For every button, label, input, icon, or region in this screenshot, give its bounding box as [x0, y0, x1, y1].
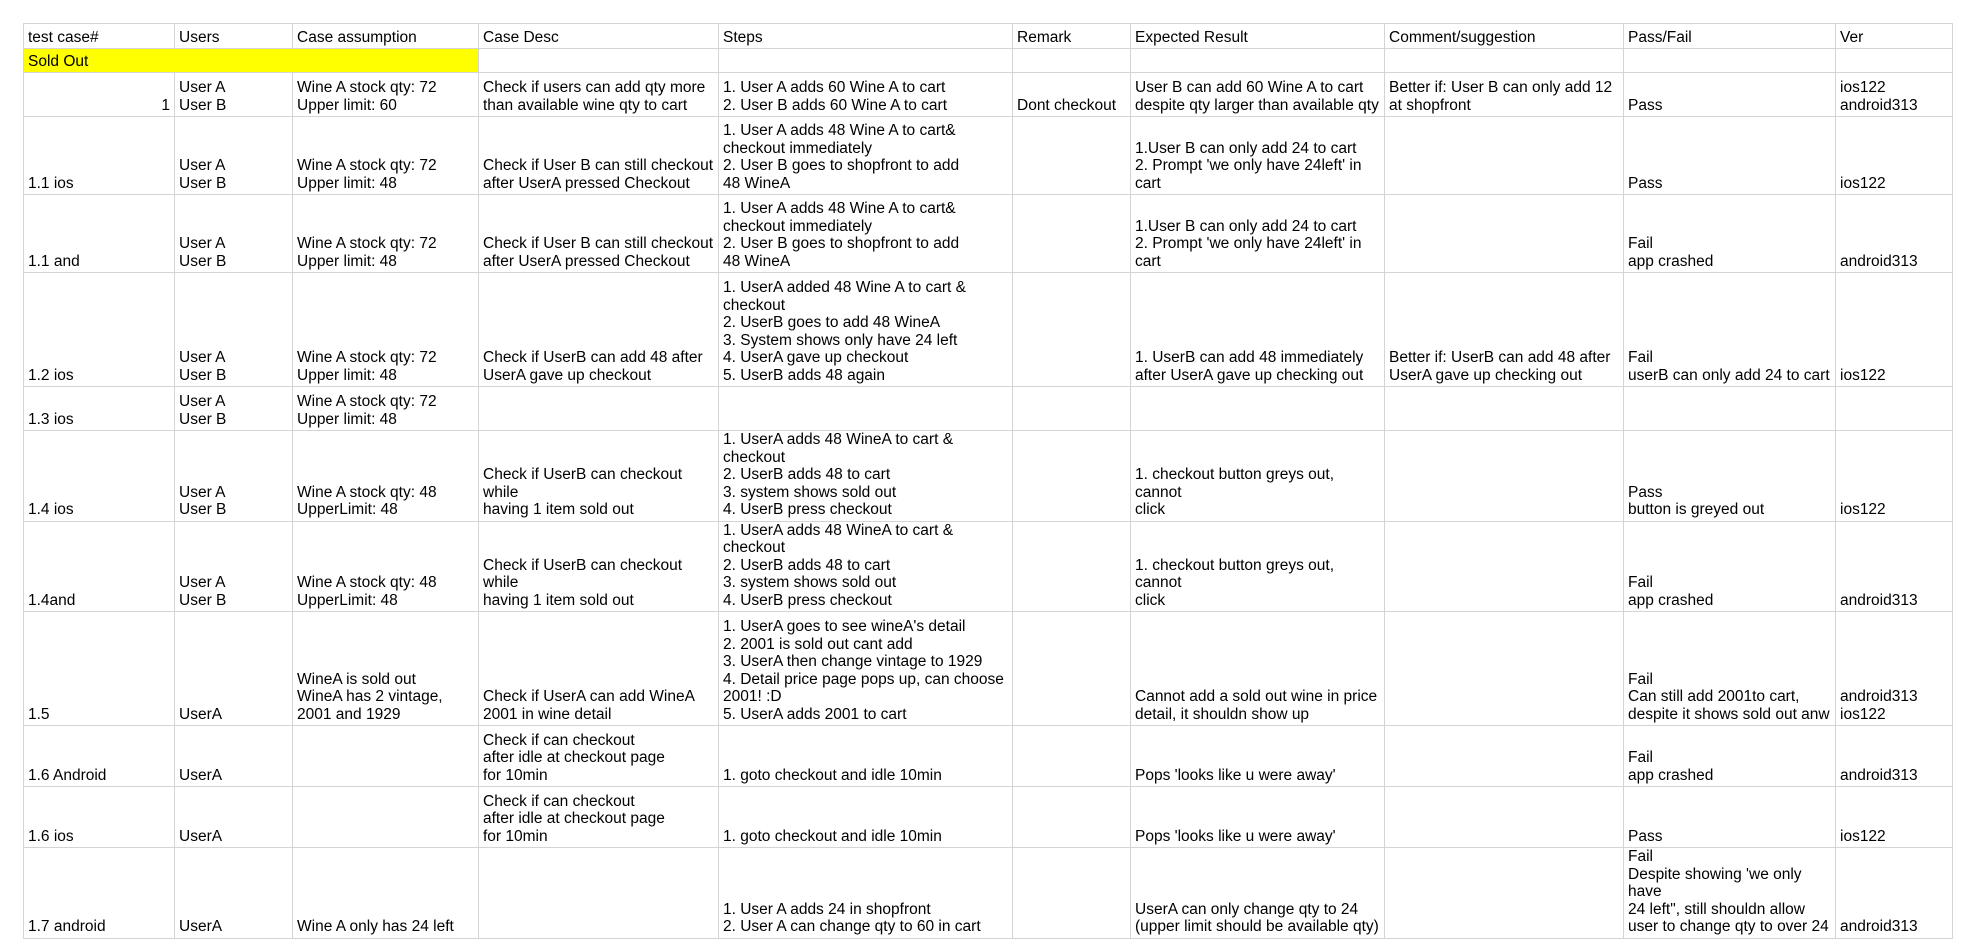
- ver-cell[interactable]: android313: [1836, 195, 1953, 273]
- header-cell-users[interactable]: Users: [175, 24, 293, 49]
- header-cell-remark[interactable]: Remark: [1013, 24, 1131, 49]
- users-cell[interactable]: User A User B: [175, 431, 293, 522]
- ver-cell[interactable]: android313: [1836, 726, 1953, 787]
- empty-cell[interactable]: [1013, 49, 1131, 73]
- header-cell-case-assumption[interactable]: Case assumption: [293, 24, 479, 49]
- remark-cell[interactable]: [1013, 431, 1131, 522]
- ver-cell[interactable]: ios122 android313: [1836, 73, 1953, 117]
- empty-cell[interactable]: [1131, 49, 1385, 73]
- comment-cell[interactable]: [1385, 387, 1624, 431]
- pass-fail-cell[interactable]: Fail Can still add 2001to cart, despite it shows sold out anw: [1624, 612, 1836, 726]
- case-assumption-cell[interactable]: [293, 726, 479, 787]
- ver-cell[interactable]: android313 ios122: [1836, 612, 1953, 726]
- table-row: [24, 612, 1953, 726]
- case-assumption-cell[interactable]: Wine A only has 24 left: [293, 848, 479, 939]
- case-desc-cell[interactable]: [479, 387, 719, 431]
- expected-result-cell[interactable]: [1131, 387, 1385, 431]
- remark-cell[interactable]: [1013, 521, 1131, 612]
- expected-result-cell[interactable]: Pops 'looks like u were away': [1131, 726, 1385, 787]
- case-assumption-cell[interactable]: Wine A stock qty: 72 Upper limit: 48: [293, 387, 479, 431]
- pass-fail-cell[interactable]: [1624, 387, 1836, 431]
- case-assumption-cell[interactable]: WineA is sold out WineA has 2 vintage, 2001 and 1929: [293, 612, 479, 726]
- empty-cell[interactable]: [719, 49, 1013, 73]
- steps-cell[interactable]: 1. UserA goes to see wineA's detail 2. 2001 is sold out cant add 3. UserA then change vintage to 1929 4. Detail price page pops up, can choose 2001! :D 5. UserA adds 2001 to cart: [719, 612, 1013, 726]
- users-cell[interactable]: User A User B: [175, 273, 293, 387]
- case-desc-cell[interactable]: [479, 848, 719, 939]
- steps-cell[interactable]: 1. User A adds 48 Wine A to cart& checkout immediately 2. User B goes to shopfront to add 48 WineA: [719, 117, 1013, 195]
- case-desc-cell[interactable]: Check if User B can still checkout after UserA pressed Checkout: [479, 195, 719, 273]
- pass-fail-cell[interactable]: Pass: [1624, 73, 1836, 117]
- comment-cell[interactable]: Better if: UserB can add 48 after UserA gave up checking out: [1385, 273, 1624, 387]
- case-desc-cell[interactable]: Check if can checkout after idle at checkout page for 10min: [479, 726, 719, 787]
- pass-fail-cell[interactable]: Fail app crashed: [1624, 195, 1836, 273]
- users-cell[interactable]: User A User B: [175, 387, 293, 431]
- header-row: [24, 24, 1953, 49]
- header-cell-expected-result[interactable]: Expected Result: [1131, 24, 1385, 49]
- expected-result-cell[interactable]: Pops 'looks like u were away': [1131, 787, 1385, 848]
- test-case-cell[interactable]: 1: [24, 73, 175, 117]
- ver-cell[interactable]: android313: [1836, 521, 1953, 612]
- pass-fail-cell[interactable]: Pass: [1624, 787, 1836, 848]
- pass-fail-cell[interactable]: Pass: [1624, 117, 1836, 195]
- steps-cell[interactable]: 1. User A adds 60 Wine A to cart 2. User B adds 60 Wine A to cart: [719, 73, 1013, 117]
- steps-cell[interactable]: 1. UserA added 48 Wine A to cart & checkout 2. UserB goes to add 48 WineA 3. System shows only have 24 left 4. UserA gave up checkout 5. UserB adds 48 again: [719, 273, 1013, 387]
- remark-cell[interactable]: [1013, 117, 1131, 195]
- remark-cell[interactable]: [1013, 848, 1131, 939]
- table-row: [24, 195, 1953, 273]
- remark-cell[interactable]: [1013, 273, 1131, 387]
- header-cell-steps[interactable]: Steps: [719, 24, 1013, 49]
- table-row: [24, 726, 1953, 787]
- users-cell[interactable]: UserA: [175, 612, 293, 726]
- expected-result-cell[interactable]: Cannot add a sold out wine in price detail, it shouldn show up: [1131, 612, 1385, 726]
- table-row: [24, 273, 1953, 387]
- empty-cell[interactable]: [1836, 49, 1953, 73]
- remark-cell[interactable]: [1013, 787, 1131, 848]
- users-cell[interactable]: UserA: [175, 848, 293, 939]
- empty-cell[interactable]: [1624, 49, 1836, 73]
- steps-cell[interactable]: 1. goto checkout and idle 10min: [719, 726, 1013, 787]
- case-desc-cell[interactable]: Check if UserB can checkout while having 1 item sold out: [479, 431, 719, 522]
- expected-result-cell[interactable]: 1. checkout button greys out, cannot click: [1131, 431, 1385, 522]
- table-row: [24, 787, 1953, 848]
- case-desc-cell[interactable]: Check if can checkout after idle at checkout page for 10min: [479, 787, 719, 848]
- comment-cell[interactable]: [1385, 612, 1624, 726]
- comment-cell[interactable]: [1385, 117, 1624, 195]
- pass-fail-cell[interactable]: Fail app crashed: [1624, 726, 1836, 787]
- comment-cell[interactable]: Better if: User B can only add 12 at shopfront: [1385, 73, 1624, 117]
- steps-cell[interactable]: [719, 387, 1013, 431]
- ver-cell[interactable]: ios122: [1836, 117, 1953, 195]
- test-case-cell[interactable]: 1.7 android: [24, 848, 175, 939]
- table-row: [24, 521, 1953, 612]
- steps-cell[interactable]: 1. User A adds 24 in shopfront 2. User A can change qty to 60 in cart: [719, 848, 1013, 939]
- header-cell-pass-fail[interactable]: Pass/Fail: [1624, 24, 1836, 49]
- section-row: [24, 49, 1953, 73]
- case-assumption-cell[interactable]: Wine A stock qty: 72 Upper limit: 48: [293, 117, 479, 195]
- users-cell[interactable]: UserA: [175, 726, 293, 787]
- comment-cell[interactable]: [1385, 431, 1624, 522]
- empty-cell[interactable]: [479, 49, 719, 73]
- users-cell[interactable]: User A User B: [175, 117, 293, 195]
- test-case-cell[interactable]: 1.2 ios: [24, 273, 175, 387]
- table-row: [24, 431, 1953, 522]
- users-cell[interactable]: User A User B: [175, 195, 293, 273]
- case-assumption-cell[interactable]: Wine A stock qty: 72 Upper limit: 48: [293, 273, 479, 387]
- steps-cell[interactable]: 1. goto checkout and idle 10min: [719, 787, 1013, 848]
- test-case-cell[interactable]: 1.1 ios: [24, 117, 175, 195]
- test-case-cell[interactable]: 1.5: [24, 612, 175, 726]
- expected-result-cell[interactable]: 1. UserB can add 48 immediately after UserA gave up checking out: [1131, 273, 1385, 387]
- comment-cell[interactable]: [1385, 848, 1624, 939]
- test-case-cell[interactable]: 1.4and: [24, 521, 175, 612]
- table-row: [24, 848, 1953, 939]
- steps-cell[interactable]: 1. UserA adds 48 WineA to cart & checkout 2. UserB adds 48 to cart 3. system shows sold out 4. UserB press checkout: [719, 431, 1013, 522]
- ver-cell[interactable]: [1836, 387, 1953, 431]
- steps-cell[interactable]: 1. User A adds 48 Wine A to cart& checkout immediately 2. User B goes to shopfront to add 48 WineA: [719, 195, 1013, 273]
- pass-fail-cell[interactable]: Fail Despite showing 'we only have 24 left", still shouldn allow user to change qty to over 24: [1624, 848, 1836, 939]
- remark-cell[interactable]: [1013, 195, 1131, 273]
- expected-result-cell[interactable]: User B can add 60 Wine A to cart despite qty larger than available qty: [1131, 73, 1385, 117]
- case-assumption-cell[interactable]: Wine A stock qty: 72 Upper limit: 60: [293, 73, 479, 117]
- pass-fail-cell[interactable]: Fail app crashed: [1624, 521, 1836, 612]
- expected-result-cell[interactable]: 1.User B can only add 24 to cart 2. Prompt 'we only have 24left' in cart: [1131, 117, 1385, 195]
- users-cell[interactable]: UserA: [175, 787, 293, 848]
- case-desc-cell[interactable]: Check if UserB can add 48 after UserA gave up checkout: [479, 273, 719, 387]
- pass-fail-cell[interactable]: Fail userB can only add 24 to cart: [1624, 273, 1836, 387]
- case-assumption-cell[interactable]: Wine A stock qty: 48 UpperLimit: 48: [293, 431, 479, 522]
- header-cell-ver[interactable]: Ver: [1836, 24, 1953, 49]
- comment-cell[interactable]: [1385, 726, 1624, 787]
- header-cell-comment[interactable]: Comment/suggestion: [1385, 24, 1624, 49]
- table-row: [24, 73, 1953, 117]
- comment-cell[interactable]: [1385, 787, 1624, 848]
- test-case-cell[interactable]: 1.1 and: [24, 195, 175, 273]
- ver-cell[interactable]: ios122: [1836, 273, 1953, 387]
- test-case-cell[interactable]: 1.3 ios: [24, 387, 175, 431]
- case-desc-cell[interactable]: Check if users can add qty more than available wine qty to cart: [479, 73, 719, 117]
- case-assumption-cell[interactable]: [293, 787, 479, 848]
- header-cell-case-desc[interactable]: Case Desc: [479, 24, 719, 49]
- pass-fail-cell[interactable]: Pass button is greyed out: [1624, 431, 1836, 522]
- comment-cell[interactable]: [1385, 521, 1624, 612]
- empty-cell[interactable]: [1385, 49, 1624, 73]
- users-cell[interactable]: User A User B: [175, 521, 293, 612]
- sold-out-section-label[interactable]: Sold Out: [24, 49, 479, 73]
- remark-cell[interactable]: Dont checkout: [1013, 73, 1131, 117]
- case-desc-cell[interactable]: Check if User B can still checkout after UserA pressed Checkout: [479, 117, 719, 195]
- test-case-cell[interactable]: 1.6 ios: [24, 787, 175, 848]
- case-assumption-cell[interactable]: Wine A stock qty: 72 Upper limit: 48: [293, 195, 479, 273]
- case-assumption-cell[interactable]: Wine A stock qty: 48 UpperLimit: 48: [293, 521, 479, 612]
- sheet-body: [24, 24, 1953, 939]
- ver-cell[interactable]: ios122: [1836, 431, 1953, 522]
- table-row: [24, 387, 1953, 431]
- users-cell[interactable]: User A User B: [175, 73, 293, 117]
- test-case-cell[interactable]: 1.4 ios: [24, 431, 175, 522]
- test-case-cell[interactable]: 1.6 Android: [24, 726, 175, 787]
- table-row: [24, 117, 1953, 195]
- case-desc-cell[interactable]: Check if UserB can checkout while having 1 item sold out: [479, 521, 719, 612]
- expected-result-cell[interactable]: 1. checkout button greys out, cannot click: [1131, 521, 1385, 612]
- steps-cell[interactable]: 1. UserA adds 48 WineA to cart & checkout 2. UserB adds 48 to cart 3. system shows sold out 4. UserB press checkout: [719, 521, 1013, 612]
- ver-cell[interactable]: ios122: [1836, 787, 1953, 848]
- case-desc-cell[interactable]: Check if UserA can add WineA 2001 in wine detail: [479, 612, 719, 726]
- test-case-sheet: [23, 23, 1953, 939]
- ver-cell[interactable]: android313: [1836, 848, 1953, 939]
- expected-result-cell[interactable]: 1.User B can only add 24 to cart 2. Prompt 'we only have 24left' in cart: [1131, 195, 1385, 273]
- expected-result-cell[interactable]: UserA can only change qty to 24 (upper limit should be available qty): [1131, 848, 1385, 939]
- comment-cell[interactable]: [1385, 195, 1624, 273]
- remark-cell[interactable]: [1013, 387, 1131, 431]
- header-cell-test-case[interactable]: test case#: [24, 24, 175, 49]
- remark-cell[interactable]: [1013, 612, 1131, 726]
- remark-cell[interactable]: [1013, 726, 1131, 787]
